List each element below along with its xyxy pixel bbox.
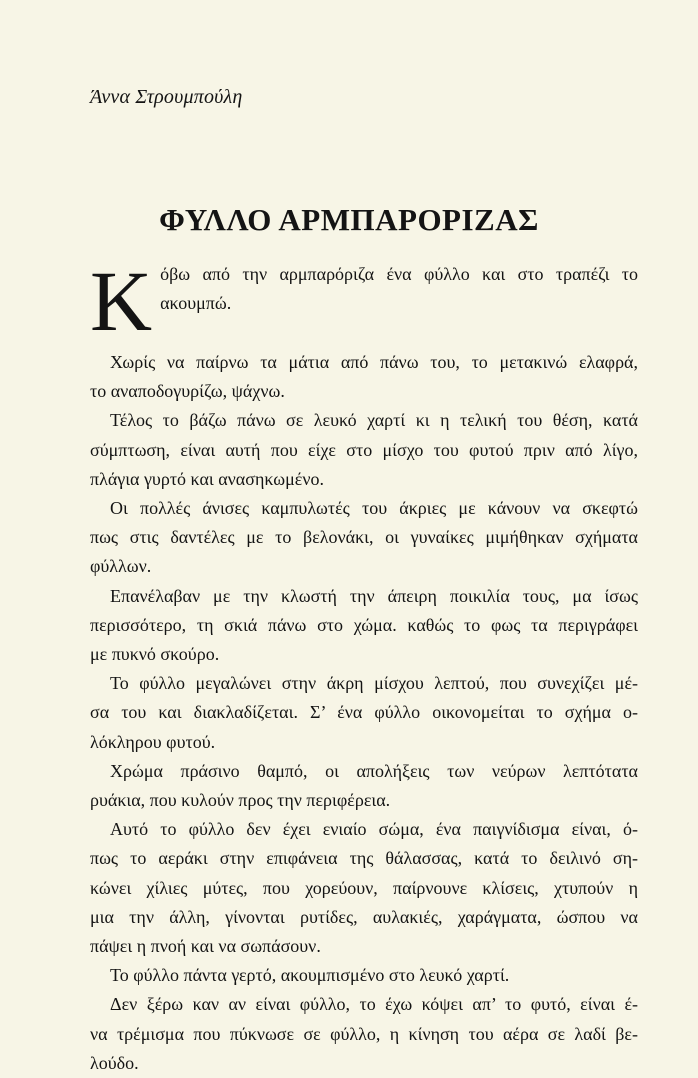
text-line: ρυάκια, που κυλούν προς την περιφέρεια.: [90, 790, 391, 811]
text-line: Χωρίς να παίρνω τα μάτια από πάνω του, το μετακινώ ελαφρά,: [110, 352, 638, 372]
paragraphs-container: [90, 348, 638, 1078]
paragraph: [90, 582, 638, 670]
text-line: όβω από την αρμπαρόριζα ένα φύλλο και στο τραπέζι το: [160, 264, 638, 284]
text-line: σα του και διακλαδίζεται. Σ’ ένα φύλλο οικονομείται το σχήμα ο-: [90, 702, 638, 723]
text-line: Επανέλαβαν με την κλωστή την άπειρη ποικιλία τους, μα ίσως: [110, 585, 638, 606]
text-line: πως στις δαντέλες με το βελονάκι, οι γυναίκες μιμήθηκαν σχήματα: [90, 527, 638, 548]
text-line: Οι πολλές άνισες καμπυλωτές του άκριες με κάνουν να σκεφτώ: [110, 498, 638, 519]
text-line: κώνει χίλιες μύτες, που χορεύουν, παίρνουνε κλίσεις, χτυπούν η: [90, 877, 638, 898]
paragraph: [90, 990, 638, 1078]
paragraph: [90, 757, 638, 815]
text-line: φύλλων.: [90, 556, 152, 577]
text-line: μια την άλλη, γίνονται ρυτίδες, αυλακιές, χαράγματα, ώσπου να: [90, 906, 638, 927]
paragraph: [90, 669, 638, 757]
text-line: να τρέμισμα που πύκνωσε σε φύλλο, η κίνηση του αέρα σε λαδί βε-: [90, 1023, 638, 1044]
author-name: Άννα Στρουμπούλη: [90, 86, 243, 108]
paragraph: [90, 348, 638, 406]
text-line: πλάγια γυρτό και ανασηκωμένο.: [90, 468, 324, 489]
drop-cap: Κ: [90, 253, 153, 349]
paragraph: [90, 494, 638, 582]
text-line: το αναποδογυρίζω, ψάχνω.: [90, 381, 285, 402]
text-line: Αυτό το φύλλο δεν έχει ενιαίο σώμα, ένα παιγνίδισμα είναι, ό-: [110, 819, 638, 840]
paragraph: [90, 961, 638, 990]
text-line: περισσότερο, τη σκιά πάνω στο χώμα. καθώς το φως τα περιγράφει: [90, 614, 638, 635]
text-line: Το φύλλο πάντα γερτό, ακουμπισμένο στο λευκό χαρτί.: [110, 965, 510, 986]
text-line: σύμπτωση, είναι αυτή που είχε στο μίσχο του φυτού πριν από λίγο,: [90, 439, 638, 460]
paragraph: [90, 815, 638, 961]
text-line: ακουμπώ.: [160, 293, 232, 314]
text-line: Το φύλλο μεγαλώνει στην άκρη μίσχου λεπτού, που συνεχίζει μέ-: [110, 673, 638, 694]
text-line: Τέλος το βάζω πάνω σε λευκό χαρτί κι η τελική του θέση, κατά: [110, 410, 638, 431]
paragraph: [90, 406, 638, 494]
poem-body: [90, 253, 638, 1078]
text-line: λόκληρου φυτού.: [90, 731, 216, 752]
text-line: Δεν ξέρω καν αν είναι φύλλο, το έχω κόψει απ’ το φυτό, είναι έ-: [110, 994, 638, 1015]
text-line: πως το αεράκι στην επιφάνεια της θάλασσας, κατά το δειλινό ση-: [90, 848, 638, 869]
poem-title: ΦΥΛΛΟ ΑΡΜΠΑΡΟΡΙΖΑΣ: [159, 202, 539, 237]
text-line: πάψει η πνοή και να σωπάσουν.: [90, 936, 321, 957]
paragraph: [90, 253, 638, 349]
text-line: με πυκνό σκούρο.: [90, 644, 220, 665]
text-line: λούδο.: [90, 1052, 139, 1073]
text-line: Χρώμα πράσινο θαμπό, οι απολήξεις των νεύρων λεπτότατα: [110, 760, 638, 781]
